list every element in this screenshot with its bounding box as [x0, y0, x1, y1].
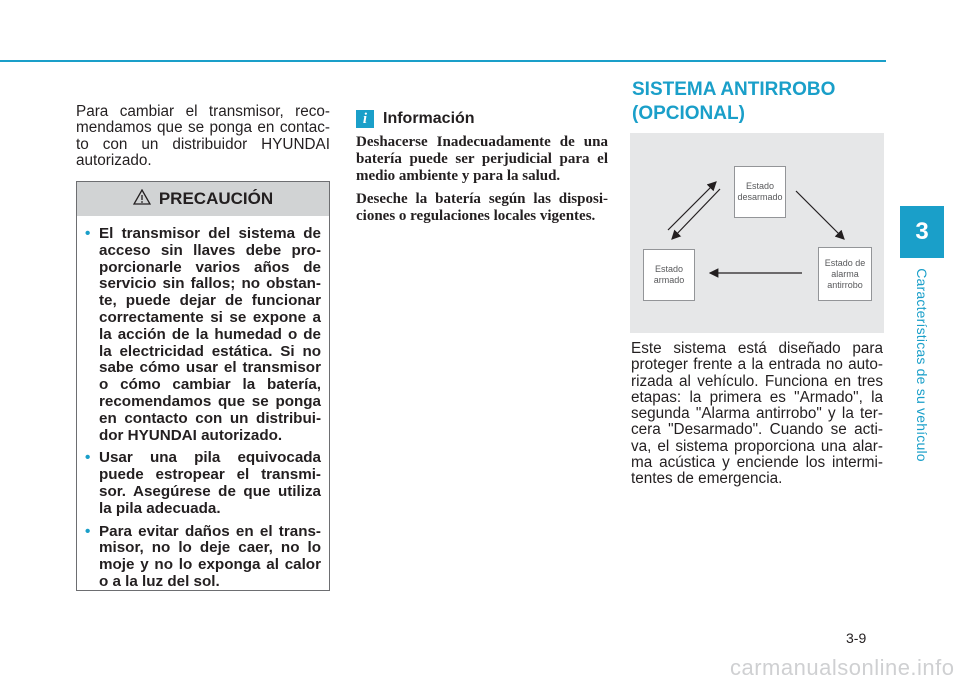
- info-title: Información: [383, 110, 475, 127]
- arrow-disarmed-to-alarm: [796, 191, 844, 239]
- state-arrows: [630, 133, 884, 333]
- caution-list: [77, 216, 329, 591]
- state-armed: Estado armado: [643, 249, 695, 301]
- caution-box: [76, 181, 330, 591]
- top-rule: [0, 60, 886, 62]
- bullet-icon: •: [85, 449, 91, 467]
- info-body: [356, 134, 608, 231]
- info-paragraph: Deshacerse Inadecuadamente de una batería puede ser perjudicial para el medio ambiente y para la salud.: [356, 134, 608, 184]
- alarm-state-diagram: [630, 133, 884, 333]
- watermark: carmanualsonline.info: [730, 655, 955, 680]
- bullet-icon: •: [85, 522, 91, 540]
- info-icon: i: [356, 110, 374, 128]
- section-title: SISTEMA ANTIRROBO (OPCIONAL): [632, 79, 836, 124]
- warning-triangle-icon: [133, 189, 151, 210]
- caution-header: [77, 182, 329, 216]
- info-header: [356, 110, 475, 128]
- page-number: 3-9: [846, 630, 867, 646]
- chapter-tab: 3: [900, 206, 944, 258]
- bullet-icon: •: [85, 225, 91, 242]
- state-disarmed: Estado desarmado: [734, 166, 786, 218]
- state-alarm: Estado de alarma antirrobo: [818, 247, 872, 301]
- antitheft-description: Este sistema está diseñado para proteger frente a la entrada no auto-rizada al vehículo. Funciona en tres etapas: la primera es "Armado", la segunda "Alarma antirrobo" y la ter-cera "Desarmado". Cuando se acti-va, el sistema proporciona una alar-ma acústica y enciende los intermi-tentes de emergencia.: [631, 340, 883, 488]
- intro-paragraph: Para cambiar el transmisor, reco-mendamos que se ponga en contac-to con un distribuidor HYUNDAI autorizado.: [76, 103, 330, 169]
- chapter-title: Características de su vehículo: [914, 268, 930, 462]
- caution-item: • Para evitar daños en el trans-misor, no lo deje caer, no lo moje y no lo exponga al calor o a la luz del sol.: [85, 522, 321, 590]
- arrow-armed-to-disarmed: [668, 182, 716, 230]
- caution-title: PRECAUCIÓN: [158, 189, 274, 208]
- caution-item: • Usar una pila equivocada puede estropear el transmi-sor. Asegúrese de que utiliza la pila adecuada.: [85, 449, 321, 517]
- caution-item: • El transmisor del sistema de acceso sin llaves debe pro-porcionarle varios años de servicio sin fallos; no obstan-te, puede dejar de funcionar correctamente si se expone a la acción de la humedad o de la electricidad estática. Si no sabe cómo usar el transmisor o cómo cambiar la batería, recomendamos que se ponga en contacto con un distribui-dor HYUNDAI autorizado.: [85, 225, 321, 444]
- arrow-disarmed-to-armed: [672, 189, 720, 239]
- info-paragraph: Deseche la batería según las disposi-ciones o regulaciones locales vigentes.: [356, 191, 608, 224]
